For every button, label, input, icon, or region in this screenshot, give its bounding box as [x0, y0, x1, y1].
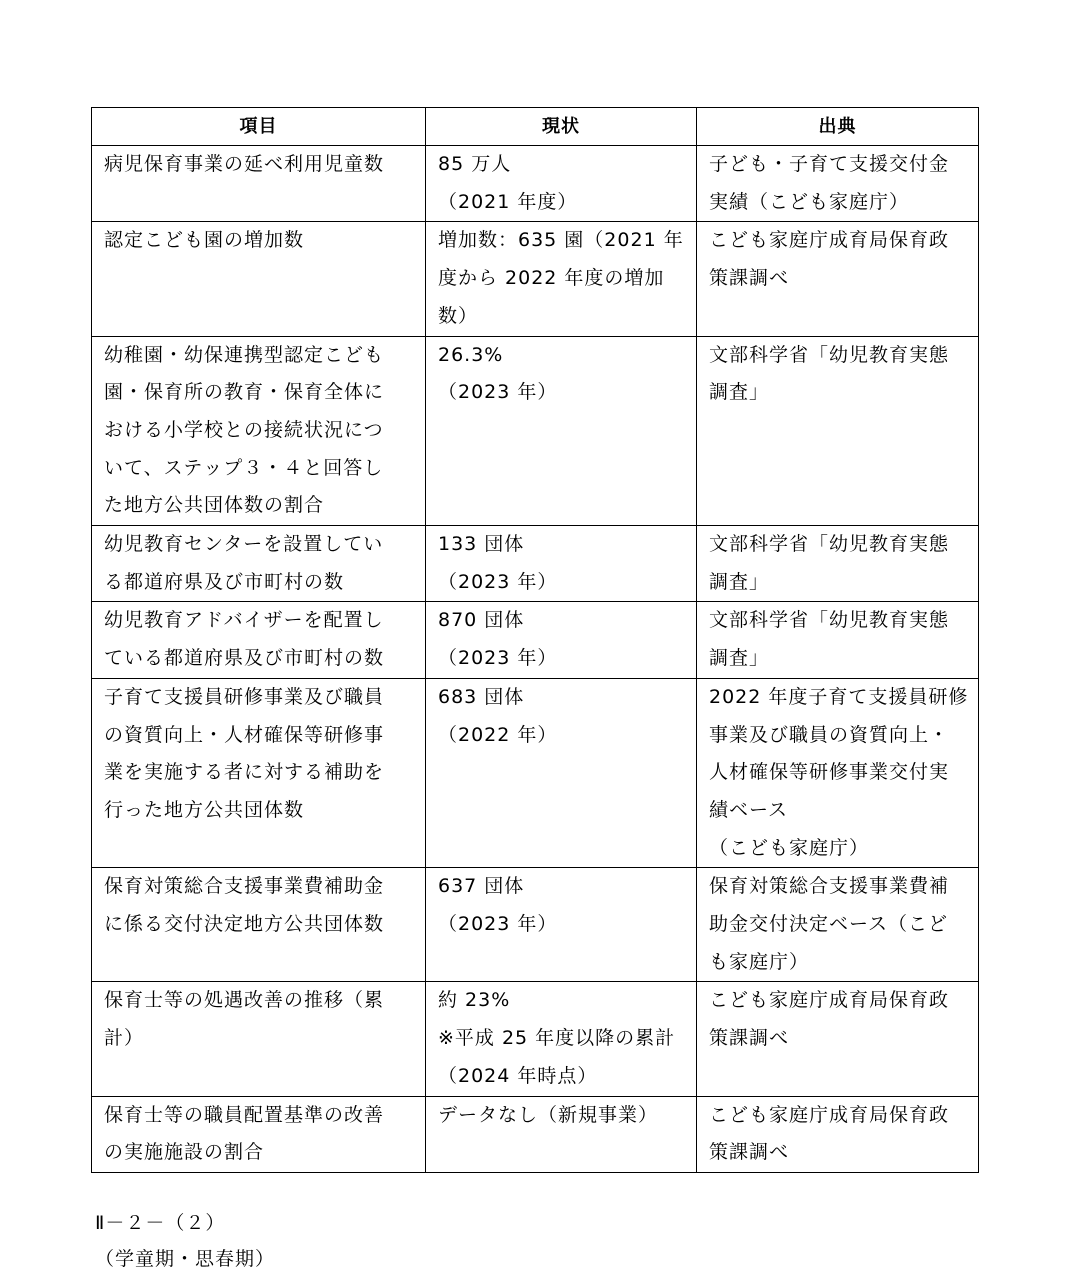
cell-line: 85 万人 — [438, 153, 512, 175]
item-cell — [92, 222, 426, 336]
cell-line: こども家庭庁成育局保育政 — [709, 229, 950, 252]
cell-line: 保育対策総合支援事業費補 — [709, 875, 950, 898]
cell-line: 策課調べ — [709, 1141, 790, 1164]
cell-line: 子育て支援員研修事業及び職員 — [104, 685, 385, 708]
table-row — [92, 222, 979, 336]
cell-line: 約 23% — [438, 989, 511, 1012]
source-cell — [697, 336, 979, 526]
item-cell — [92, 868, 426, 982]
cell-line: こども家庭庁成育局保育政 — [709, 989, 950, 1012]
item-cell — [92, 146, 426, 222]
cell-line: の資質向上・人材確保等研修事 — [104, 723, 385, 746]
status-cell — [426, 336, 697, 526]
cell-line: おける小学校との接続状況につ — [104, 418, 384, 441]
cell-line: 認定こども園の増加数 — [104, 229, 305, 252]
cell-line: （2022 年） — [438, 723, 558, 746]
header-source: 出典 — [697, 108, 979, 146]
status-cell — [426, 982, 697, 1096]
cell-line: （2023 年） — [438, 913, 558, 936]
cell-line: 幼児教育アドバイザーを配置し — [104, 609, 384, 632]
cell-line: （こども家庭庁） — [709, 836, 870, 859]
item-cell — [92, 336, 426, 526]
table-row — [92, 602, 979, 678]
header-status: 現状 — [426, 108, 697, 146]
cell-line: 保育対策総合支援事業費補助金 — [104, 875, 385, 898]
cell-line: る都道府県及び市町村の数 — [104, 570, 345, 593]
cell-line: 実績（こども家庭庁） — [709, 190, 910, 213]
table-header-row — [92, 108, 979, 146]
source-cell — [697, 146, 979, 222]
cell-line: 幼稚園・幼保連携型認定こども — [104, 343, 385, 366]
cell-line: 子ども・子育て支援交付金 — [709, 153, 950, 175]
table-row — [92, 678, 979, 868]
item-cell — [92, 678, 426, 868]
cell-line: ている都道府県及び市町村の数 — [104, 647, 385, 670]
source-cell — [697, 526, 979, 602]
status-cell — [426, 868, 697, 982]
cell-line: 園・保育所の教育・保育全体に — [104, 381, 385, 404]
cell-line: 増加数：635 園（2021 年 — [438, 229, 684, 252]
cell-line: 683 団体 — [438, 685, 525, 708]
cell-line: 業を実施する者に対する補助を — [104, 761, 385, 784]
header-item: 項目 — [92, 108, 426, 146]
cell-line: （2023 年） — [438, 381, 558, 404]
cell-line: 幼児教育センターを設置してい — [104, 533, 384, 556]
indicator-table — [91, 107, 979, 1173]
cell-line: 度から 2022 年度の増加 — [438, 267, 665, 290]
cell-line: 保育士等の処遇改善の推移（累 — [104, 989, 385, 1012]
status-cell — [426, 526, 697, 602]
source-cell — [697, 222, 979, 336]
cell-line: 文部科学省「幼児教育実態 — [709, 343, 950, 366]
cell-line: （2023 年） — [438, 647, 558, 670]
status-cell — [426, 602, 697, 678]
cell-line: 870 団体 — [438, 609, 525, 632]
table-row — [92, 526, 979, 602]
source-cell — [697, 602, 979, 678]
cell-line: 637 団体 — [438, 875, 525, 898]
item-cell — [92, 602, 426, 678]
source-cell — [697, 1096, 979, 1172]
status-cell — [426, 222, 697, 336]
item-cell — [92, 1096, 426, 1172]
cell-line: の実施施設の割合 — [104, 1141, 265, 1164]
status-cell — [426, 678, 697, 868]
cell-line: 績ベース — [709, 798, 789, 821]
source-cell — [697, 678, 979, 868]
section-number: Ⅱ－２－（２） — [95, 1212, 226, 1234]
cell-line: （2021 年度） — [438, 190, 578, 213]
cell-line: （2023 年） — [438, 570, 558, 593]
cell-line: 策課調べ — [709, 267, 790, 290]
table-row — [92, 336, 979, 526]
cell-line: も家庭庁） — [709, 950, 810, 973]
cell-line: た地方公共団体数の割合 — [104, 494, 325, 517]
cell-line: 病児保育事業の延べ利用児童数 — [104, 153, 385, 175]
item-cell — [92, 982, 426, 1096]
cell-line: 133 団体 — [438, 533, 525, 556]
cell-line: 人材確保等研修事業交付実 — [709, 761, 950, 784]
cell-line: 事業及び職員の資質向上・ — [709, 723, 950, 746]
status-cell — [426, 146, 697, 222]
table-row — [92, 146, 979, 222]
section-subtitle: （学童期・思春期） — [95, 1248, 276, 1270]
cell-line: 策課調べ — [709, 1027, 790, 1050]
cell-line: 助金交付決定ベース（こど — [709, 913, 949, 936]
table-row — [92, 982, 979, 1096]
cell-line: 計） — [104, 1027, 145, 1050]
cell-line: 文部科学省「幼児教育実態 — [709, 609, 950, 632]
cell-line: データなし（新規事業） — [438, 1103, 659, 1126]
cell-line: 文部科学省「幼児教育実態 — [709, 533, 950, 556]
cell-line: ※平成 25 年度以降の累計 — [438, 1027, 676, 1050]
table-row — [92, 1096, 979, 1172]
status-cell — [426, 1096, 697, 1172]
cell-line: 保育士等の職員配置基準の改善 — [104, 1103, 385, 1126]
table-row — [92, 868, 979, 982]
cell-line: 調査」 — [709, 647, 770, 670]
cell-line: 行った地方公共団体数 — [104, 798, 305, 821]
cell-line: 調査」 — [709, 570, 770, 593]
cell-line: 数） — [438, 304, 479, 327]
cell-line: いて、ステップ３・４と回答し — [104, 456, 384, 479]
cell-line: こども家庭庁成育局保育政 — [709, 1103, 950, 1126]
cell-line: 2022 年度子育て支援員研修 — [709, 685, 969, 708]
cell-line: 26.3% — [438, 343, 504, 366]
item-cell — [92, 526, 426, 602]
source-cell — [697, 982, 979, 1096]
cell-line: 調査」 — [709, 381, 770, 404]
source-cell — [697, 868, 979, 982]
section-heading — [95, 1205, 275, 1277]
cell-line: に係る交付決定地方公共団体数 — [104, 913, 385, 936]
cell-line: （2024 年時点） — [438, 1064, 598, 1087]
